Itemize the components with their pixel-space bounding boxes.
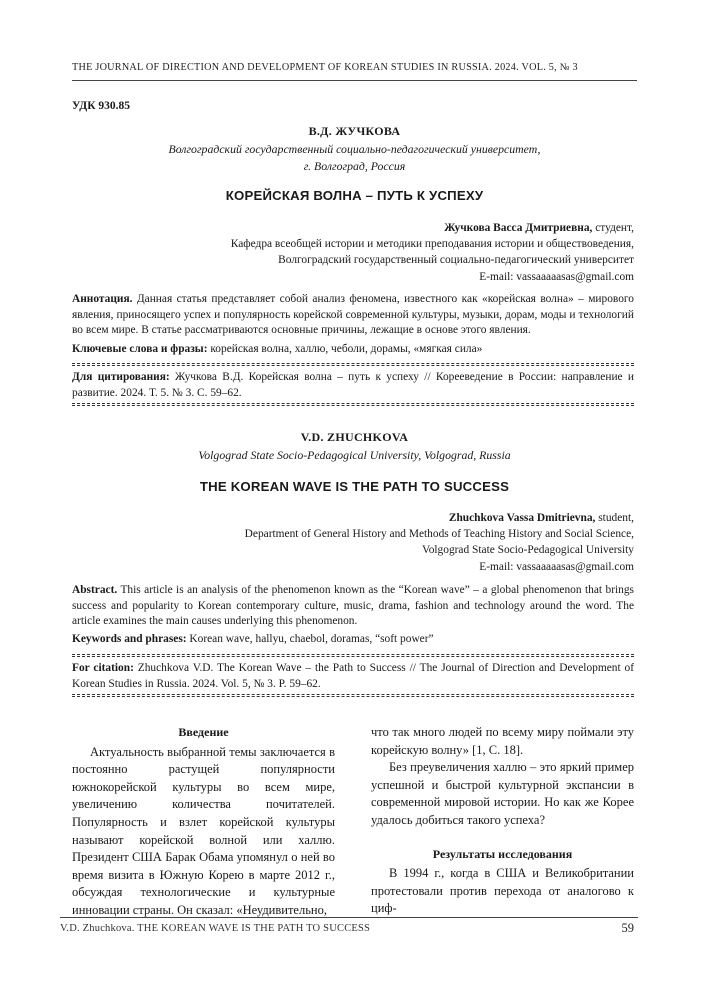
ru-affiliation-line2: г. Волгоград, Россия <box>303 159 406 173</box>
ru-keywords <box>72 342 634 358</box>
en-author-block <box>72 430 637 464</box>
en-title: THE KOREAN WAVE IS THE PATH TO SUCCESS <box>199 479 510 494</box>
en-abstract-text: This article is an analysis of the phenomenon known as the “Korean wave” – a global phenomenon that brings success and popularity to Korean contemporary culture, music, drama, fashion and technology around the word. The article examines the main causes underlying this phenomenon. <box>72 584 634 628</box>
en-keywords-text: Korean wave, hallyu, chaebol, doramas, “soft power” <box>186 633 434 645</box>
results-heading: Результаты исследования <box>432 846 573 861</box>
en-author-role: student, <box>595 512 634 524</box>
ru-author-info <box>72 220 634 285</box>
en-keywords <box>72 632 634 648</box>
udk-code: УДК 930.85 <box>72 100 131 112</box>
en-citation <box>72 661 634 692</box>
ru-university: Волгоградский государственный социально-педагогический университет <box>278 254 634 267</box>
running-head: THE JOURNAL OF DIRECTION AND DEVELOPMENT OF KOREAN STUDIES IN RUSSIA. 2024. VOL. 5, № 3 <box>72 62 578 73</box>
ru-affiliation-line1: Волгоградский государственный социально-педагогический университет, <box>168 142 541 156</box>
quote-continuation: что так много людей по всему миру поймали эту корейскую волну» [1, С. 18]. <box>371 725 634 757</box>
running-footer: V.D. Zhuchkova. THE KOREAN WAVE IS THE PATH TO SUCCESS <box>60 923 371 934</box>
en-author-name: Zhuchkova Vassa Dmitrievna, <box>448 512 596 524</box>
page-number: 59 <box>621 921 634 935</box>
body-column-left <box>72 724 335 920</box>
ru-email: E-mail: vassaaaaasas@gmail.com <box>479 270 634 283</box>
en-citation-rule-top <box>72 654 634 657</box>
en-citation-text: Zhuchkova V.D. The Korean Wave – the Path to Success // The Journal of Direction and Development of Korean Studies in Russia. 2024. Vol. 5, № 3. P. 59–62. <box>72 662 635 690</box>
ru-author-role: студент, <box>592 222 634 234</box>
results-paragraph: В 1994 г., когда в США и Великобритании протестовали против перехода от аналогово к циф- <box>371 866 634 916</box>
ru-citation <box>72 370 634 401</box>
intro-paragraph: Актуальность выбранной темы заключается в постоянно растущей популярности южнокорейской культуры во всем мире, увеличению количества почитателей. Популярность и взлет корейской культуры называют корейской волной или халлю. Президент США Барак Обама упомянул о ней во время визита в Южную Корею в марте 2012 г., обсуждая технологические и культурные инновации страны. Он сказал: «Неудивительно, <box>72 744 335 917</box>
hallyu-paragraph: Без преувеличения халлю – это яркий пример успешной и быстрой культурной экспансии в современной мировой истории. Но как же Корее удалось добиться такого успеха? <box>371 760 634 827</box>
en-citation-label: For citation: <box>72 662 134 674</box>
ru-author-name: Жучкова Васса Дмитриевна, <box>444 222 593 234</box>
en-affiliation: Volgograd State Socio-Pedagogical University, Volgograd, Russia <box>198 448 511 462</box>
en-department: Department of General History and Methods of Teaching History and Social Science, <box>244 528 634 541</box>
en-university: Volgograd State Socio-Pedagogical University <box>421 544 634 557</box>
ru-abstract <box>72 292 634 339</box>
en-abstract-label: Abstract. <box>72 584 118 596</box>
ru-title: КОРЕЙСКАЯ ВОЛНА – ПУТЬ К УСПЕХУ <box>225 188 484 203</box>
ru-citation-text: Жучкова В.Д. Корейская волна – путь к успеху // Корееведение в России: направление и развитие. 2024. Т. 5. № 3. С. 59–62. <box>72 371 635 399</box>
body-column-right <box>371 724 634 918</box>
en-author: V.D. ZHUCHKOVA <box>300 430 409 444</box>
ru-author: В.Д. ЖУЧКОВА <box>308 124 401 138</box>
ru-abstract-text: Данная статья представляет собой анализ феномена, известного как «корейская волна» – мирового явления, приносящего успех и популярность корейской современной культуры, музыки, дорам, моды и технологий во всем мире. В статье рассматриваются основные причины, лежащие в основе этого явления. <box>72 293 634 337</box>
ru-abstract-label: Аннотация. <box>72 293 133 305</box>
ru-citation-label: Для цитирования: <box>72 371 170 383</box>
ru-department: Кафедра всеобщей истории и методики преподавания истории и обществоведения, <box>230 238 634 251</box>
en-email: E-mail: vassaaaaasas@gmail.com <box>479 560 634 573</box>
ru-author-block <box>72 124 637 175</box>
en-citation-rule-bottom <box>72 694 634 697</box>
en-author-info <box>72 510 634 575</box>
ru-keywords-text: корейская волна, халлю, чеболи, дорамы, «мягкая сила» <box>207 343 483 355</box>
ru-citation-rule-top <box>72 363 634 366</box>
footer-rule <box>60 917 638 918</box>
en-keywords-label: Keywords and phrases: <box>72 633 187 645</box>
intro-heading: Введение <box>178 725 229 739</box>
header-rule <box>72 80 637 81</box>
ru-citation-rule-bottom <box>72 403 634 406</box>
ru-keywords-label: Ключевые слова и фразы: <box>72 343 208 355</box>
en-abstract <box>72 583 634 630</box>
